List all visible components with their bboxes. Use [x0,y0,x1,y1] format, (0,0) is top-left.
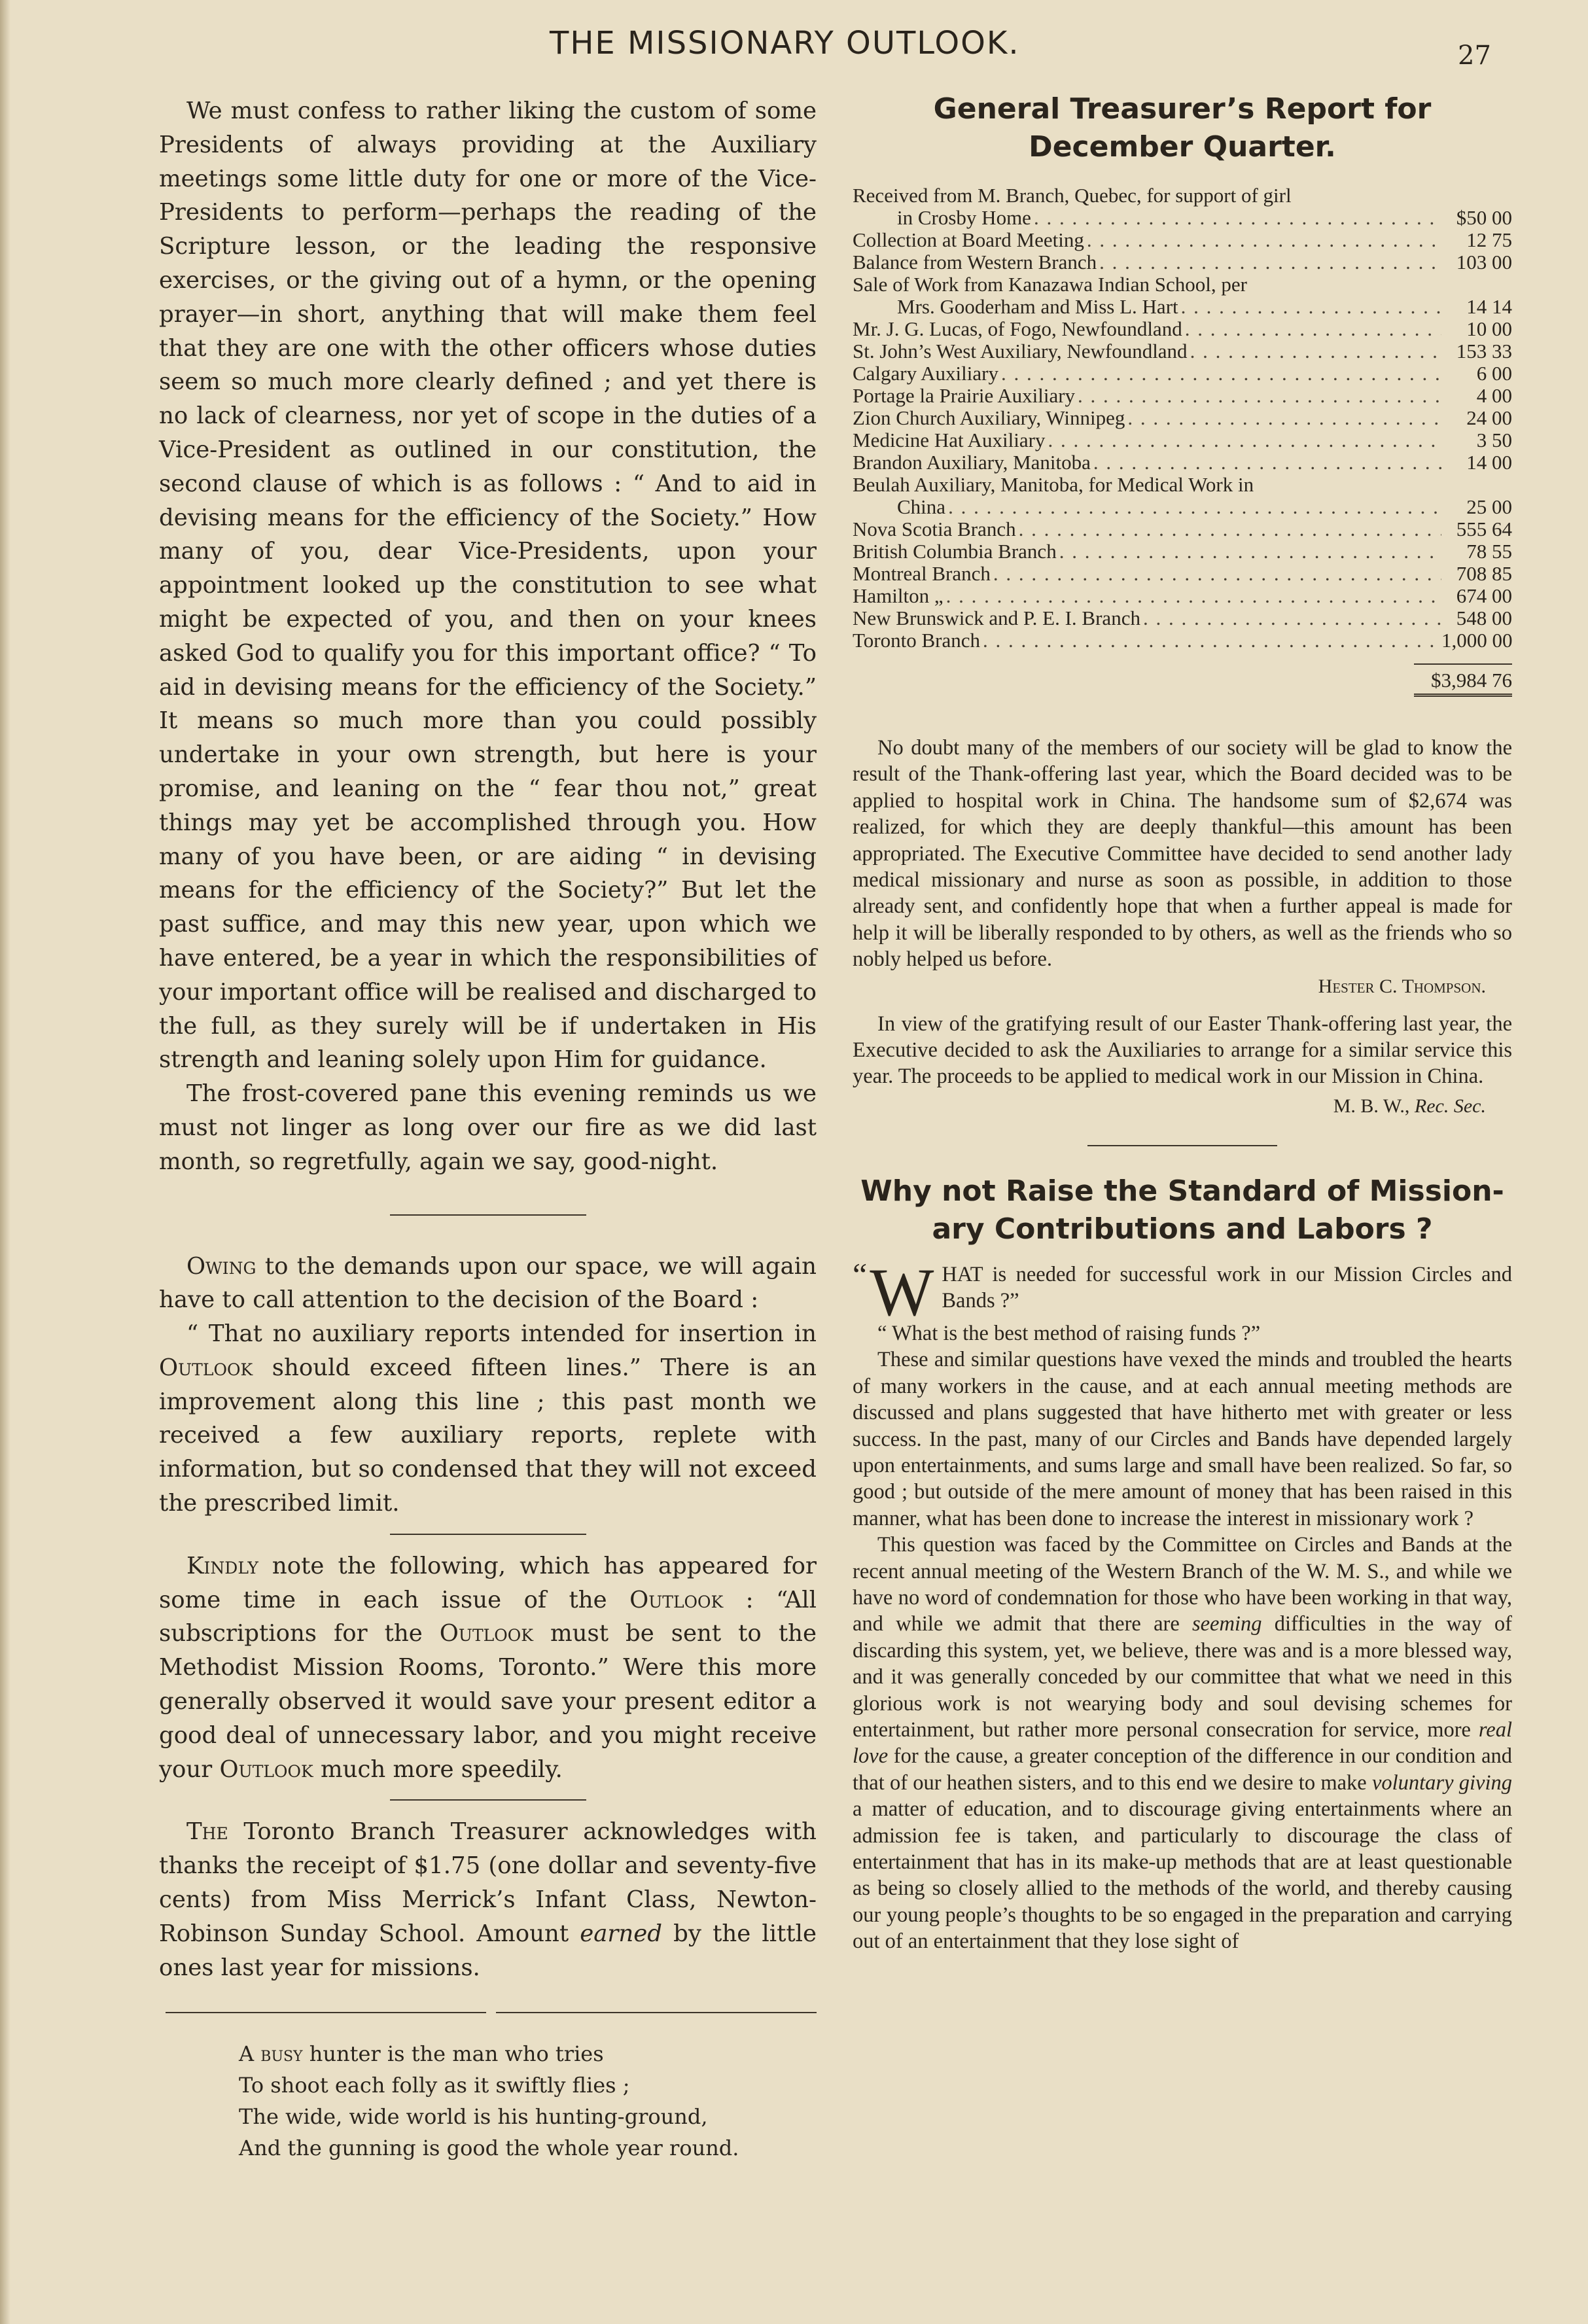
article-question-1: HAT is needed for successful work in our Mission Circles and Bands ?” [942,1262,1512,1313]
article-opening [853,1254,1512,1330]
ledger-row [853,362,1512,385]
ledger-entry-text: Beulah Auxiliary, Manitoba, for Medical Work in [853,473,1254,496]
toronto-branch-notice [159,1815,817,1984]
ledger-amount: 1,000 00 [1441,629,1513,652]
article-paragraph-2 [853,1532,1512,1955]
ledger-entry-text: Balance from Western Branch [853,251,1097,273]
treasurer-heading-line-1: General Treasurer’s Report for [933,92,1432,126]
ledger-entry-text: St. John’s West Auxiliary, Newfoundland [853,340,1188,362]
ledger-amount: 78 55 [1466,540,1512,563]
ledger-entry [853,540,1512,563]
opening-quote: “ [853,1256,868,1293]
ledger-entry [853,585,1512,607]
article-paragraph-1: These and similar questions have vexed the minds and troubled the hearts of many workers in the cause, and at each annual meeting methods are discussed and plans suggested that have hitherto met with greater or less success. In the past, many of our Circles and Bands have depended largely upon entertainments, and sums large and small have been realized. So far, so good ; but outside of the mere amount of money that has been raised in this manner, what has been done to increase the interest in missionary work ? [853,1348,1512,1530]
ledger-row [853,207,1512,229]
ledger-amount: 4 00 [1476,384,1512,407]
ledger-row [853,451,1512,474]
ledger-entry [853,273,1512,318]
ledger-amount: 708 85 [1456,562,1512,585]
ledger-entry-text: Montreal Branch [853,562,991,585]
ledger-entry-text: British Columbia Branch [853,540,1057,563]
ledger-amount: 3 50 [1476,429,1512,451]
toronto-text-a: Toronto Branch Treasurer acknowledges with thanks the receipt of $1.75 (one dollar and seventy-five cents) from Miss Merrick’s Infant Class, Newton-Robinson Sunday School. Amount [159,1818,817,1947]
leader-dots [991,563,1441,585]
owing-lead: Owing [186,1252,256,1280]
running-title: THE MISSIONARY OUTLOOK. [550,25,1020,62]
poem-lead: A busy [239,2041,303,2067]
ledger-entry-text: Nova Scotia Branch [853,518,1016,540]
ledger-entry-continuation: China [897,495,946,518]
section-divider [1087,1145,1277,1146]
section-divider [390,1799,586,1801]
treasurer-heading-line-2: December Quarter. [1029,130,1336,164]
ledger-entry [853,518,1512,540]
kindly-lead: Kindly [186,1552,258,1579]
p2-text-d: a matter of education, and to discourage giving entertainments where an admission fee is taken, and particularly to discourage the class of entertainment that has in its make-up methods that are at least questionable as being so closely allied to the methods of the world, and thereby causing our young people’s thoughts to be so engaged in the preparation and carrying out of an entertainment that they lose sight of [853,1797,1512,1954]
quote-text-a: “ That no auxiliary reports intended for insertion in [186,1320,817,1348]
ledger-entry-text: Sale of Work from Kanazawa Indian School, per [853,273,1247,296]
vice-president-paragraph: We must confess to rather liking the custom of some Presidents of always providing at the Auxiliary meetings some little duty for one or more of the Vice-Presidents to perform—perhaps the reading of the Scripture lesson, or the leading the responsive exercises, or the giving out of a hymn, or the opening prayer—in short, anything that will make them feel that they are one with the other officers whose duties seem so much more clearly defined ; and yet there is no lack of clearness, nor yet of scope in the duties of a Vice-President as outlined in our constitution, the second clause of which is as follows : “ And to aid in devising means for the efficiency of the Society.” How many of you, dear Vice-Presidents, upon your appointment looked up the constitution to see what might be expected of you, and then on your knees asked God to qualify you for this important office? “ To aid in devising means for the efficiency of the Society.” It means so much more than you could possibly undertake in your own strength, but here is your promise, and leaning on the “ fear thou not,” great things may yet be accomplished through you. How many of you have been, or are aiding “ in devising means for the efficiency of the Society?” But let the past suffice, and may this new year, upon which we have entered, be a year in which the responsibilities of your important office will be realised and discharged to the full, as they surely will be if undertaken in His strength and leaning solely upon Him for guidance. [159,97,817,1074]
leader-dots [980,629,1441,652]
ledger-total: $3,984 76 [1414,663,1512,697]
owing-text: to the demands upon our space, we will again have to call attention to the decision of the Board : [159,1252,817,1314]
leader-dots [1178,296,1441,318]
leader-dots [1091,451,1441,474]
rule-left [166,2012,486,2013]
page-spine-shadow [0,0,10,2324]
busy-hunter-poem [159,2038,817,2164]
ledger-entry [853,362,1512,385]
signature-hester-thompson: Hester C. Thompson. [1318,975,1486,997]
poem-line-1 [239,2038,817,2069]
leader-dots [1125,407,1441,429]
drop-cap: W [870,1254,934,1330]
ledger-amount: 14 14 [1466,295,1512,318]
ledger-amount: 548 00 [1456,607,1512,629]
ledger-amount: 12 75 [1466,228,1512,251]
kindly-text-b: : “All subscriptions for the [159,1586,817,1647]
poem-line-4: And the gunning is good the whole year round. [239,2136,739,2161]
ledger-row [853,518,1512,540]
ledger-entry [853,385,1512,407]
ledger-amount: 10 00 [1466,317,1512,340]
ledger-entry [853,451,1512,474]
ledger-amount: 6 00 [1476,362,1512,385]
leader-dots [998,362,1441,385]
outlook-name: Outlook [439,1620,533,1647]
ledger-row [853,407,1512,429]
ledger-row [853,229,1512,251]
ledger-entry [853,407,1512,429]
ledger-row [853,563,1512,585]
kindly-text-c: must be sent to the Methodist Mission Rooms, Toronto.” Were this more generally observed it would save your present editor a good deal of unnecessary labor, and you might receive your [159,1620,817,1783]
kindly-text-a: note the following, which has appeared for some time in each issue of the [159,1552,817,1613]
sig2-name: M. B. W., [1333,1095,1415,1117]
ledger-row [853,340,1512,362]
ledger-entry [853,563,1512,585]
easter-thank-offering-paragraph: In view of the gratifying result of our Easter Thank-offering last year, the Executive decided to ask the Auxiliaries to arrange for a similar service this year. The proceeds to be applied to medical work in our Mission in China. [853,1012,1512,1089]
ledger-entry [853,318,1512,340]
p2-text-b: difficulties in the way of discarding this system, yet, we believe, there was and is a more blessed way, and it was generally conceded by our committee that what we need in this glorious work is not wearying body and soul devising schemes for entertainment, but rather more personal consecration for service, more [853,1612,1512,1742]
ledger-row [853,607,1512,629]
left-column [159,92,817,2164]
outlook-name: Outlook [219,1755,313,1783]
ledger-entry [853,229,1512,251]
thank-offering-paragraph: No doubt many of the members of our society will be glad to know the result of the Thank-offering last year, which the Board decided was to be applied to hospital work in China. The handsome sum of $2,674 was realized, for which they are deeply thankful—this amount has been appropriated. The Executive Committee have decided to send another lady medical missionary and nurse as soon as possible, in addition to those already sent, and confidently hope that when a further appeal is made for help it will be liberally responded to by others, as well as the friends who so nobly helped us before. [853,736,1512,972]
ledger-entry-text: Brandon Auxiliary, Manitoba [853,451,1091,474]
ledger-entry [853,429,1512,451]
leader-dots [1057,540,1441,563]
ledger-amount: 14 00 [1466,451,1512,474]
outlook-name: Outlook [159,1354,253,1381]
ledger-amount: 153 33 [1456,340,1512,362]
section-divider [390,1214,586,1216]
seeming-word: seeming [1191,1612,1262,1636]
section-divider [390,1534,586,1535]
ledger-amount: 555 64 [1456,518,1512,540]
ledger-total-row [853,663,1512,697]
leader-dots [1182,318,1441,340]
leader-dots [1075,385,1441,407]
the-lead: The [186,1818,228,1846]
signature-mbw [853,1095,1512,1118]
earned-word: earned [580,1920,662,1947]
ledger-entry [853,474,1512,518]
board-decision-quote [159,1317,817,1521]
ledger-entry-text: Collection at Board Meeting [853,228,1084,251]
ledger-entry [853,185,1512,229]
article-heading-line-1: Why not Raise the Standard of Mission- [860,1174,1504,1208]
ledger-row [853,496,1512,518]
ledger-entry-text: Medicine Hat Auxiliary [853,429,1046,451]
ledger-entry [853,607,1512,629]
leader-dots [1140,607,1441,629]
leader-dots [945,496,1441,518]
leader-dots [1084,229,1441,251]
article-heading-line-2: ary Contributions and Labors ? [932,1212,1433,1246]
owing-notice [159,1250,817,1318]
article-question-2: “ What is the best method of raising funds ?” [877,1321,1261,1345]
leader-dots [1016,518,1441,540]
quote-text-b: should exceed fifteen lines.” There is an improvement along this line ; this past month we received a few auxiliary reports, replete with information, but so condensed that they will not exceed the prescribed limit. [159,1354,817,1517]
kindly-text-d: much more speedily. [313,1755,563,1783]
leader-dots [1045,429,1441,451]
ledger-entry-text: Toronto Branch [853,629,980,652]
ledger-amount: $50 00 [1456,206,1512,229]
p2-text-c: for the cause, a greater conception of the difference in our condition and that of our heathen sisters, and to this end we desire to make [853,1744,1512,1795]
ledger-row [853,585,1512,607]
ledger-entry-text: Mr. J. G. Lucas, of Fogo, Newfoundland [853,317,1182,340]
ledger-amount: 103 00 [1456,251,1512,273]
ledger-row [853,429,1512,451]
ledger-entry [853,251,1512,273]
ledger-entry [853,340,1512,362]
rule-right [496,2012,817,2013]
ledger-entry-text: Zion Church Auxiliary, Winnipeg [853,406,1125,429]
ledger-amount: 674 00 [1456,584,1512,607]
ledger-entry-text: Hamilton „ [853,584,944,607]
leader-dots [1097,251,1441,273]
ledger-entry-text: New Brunswick and P. E. I. Branch [853,607,1140,629]
poem-line-1-text: hunter is the man who tries [302,2041,604,2067]
outlook-name: Outlook [629,1586,724,1613]
real-love-words: real love [853,1717,1512,1769]
good-night-paragraph: The frost-covered pane this evening reminds us we must not linger as long over our fire as we did last month, so regretfully, again we say, good-night. [159,1080,817,1175]
ledger-row [853,251,1512,273]
ledger-row [853,296,1512,318]
ledger-row [853,540,1512,563]
leader-dots [1031,207,1441,229]
voluntary-giving-words: voluntary giving [1371,1770,1512,1795]
ledger-entry-continuation: in Crosby Home [897,206,1031,229]
toronto-text-b: by the little ones last year for missions. [159,1920,817,1981]
masthead [0,25,1588,71]
leader-dots [944,585,1441,607]
treasurer-ledger [853,185,1512,652]
right-column [853,92,1512,1955]
ledger-amount: 24 00 [1466,406,1512,429]
ledger-entry-text: Calgary Auxiliary [853,362,998,385]
ledger-row [853,629,1512,652]
page-number: 27 [1458,41,1491,71]
ledger-entry-text: Received from M. Branch, Quebec, for support of girl [853,184,1292,207]
p2-text-a: This question was faced by the Committee on Circles and Bands at the recent annual meeting of the Western Branch of the W. M. S., and while we have no word of condemnation for those who have been working in that way, and while we admit that there are [853,1533,1512,1636]
poem-line-2: To shoot each folly as it swiftly flies ; [239,2073,630,2098]
double-rule [166,2012,817,2013]
subscriptions-notice [159,1549,817,1787]
sig2-title: Rec. Sec. [1414,1095,1486,1117]
ledger-entry-continuation: Mrs. Gooderham and Miss L. Hart [897,295,1178,318]
ledger-entry [853,629,1512,652]
ledger-amount: 25 00 [1466,495,1512,518]
ledger-row [853,385,1512,407]
poem-line-3: The wide, wide world is his hunting-ground, [239,2104,708,2130]
ledger-entry-text: Portage la Prairie Auxiliary [853,384,1076,407]
leader-dots [1188,340,1441,362]
ledger-row [853,318,1512,340]
